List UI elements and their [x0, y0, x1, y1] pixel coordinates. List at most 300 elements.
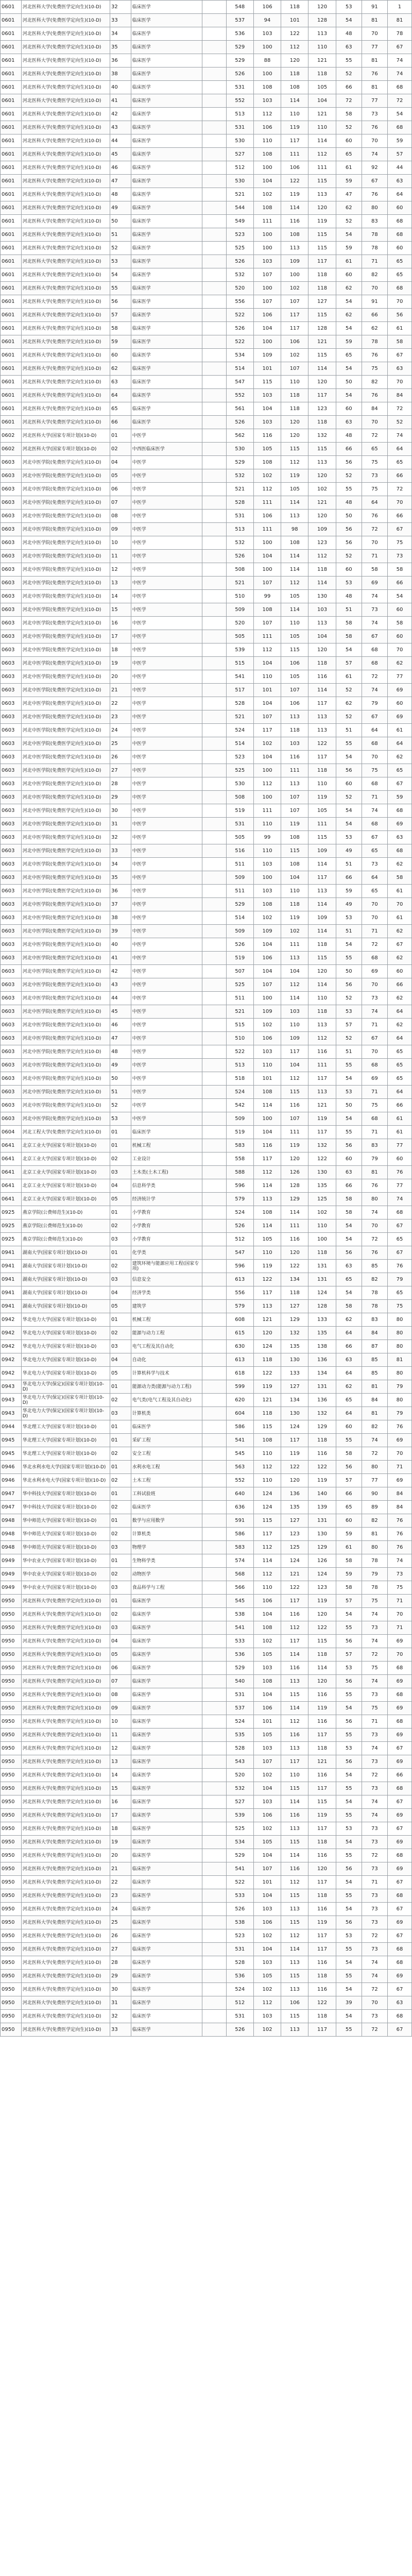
- table-row: [1, 1943, 412, 1956]
- subject3-score-cell: 68: [387, 1688, 411, 1702]
- math-score-cell: 111: [281, 1219, 308, 1233]
- major-code-cell: 06: [110, 483, 131, 496]
- subject3-score-cell: 67: [387, 2023, 411, 2037]
- subject3-score-cell: 59: [387, 791, 411, 804]
- math-score-cell: 111: [281, 938, 308, 952]
- major-code-cell: 02: [110, 1447, 131, 1461]
- institution-name-cell: 河北医科大学(免费医学定向生)(10-D): [21, 1702, 110, 1715]
- total-score-cell: 514: [226, 362, 253, 376]
- major-code-cell: 60: [110, 349, 131, 362]
- subject1-score-cell: 61: [336, 670, 362, 684]
- institution-code-cell: 0603: [1, 818, 22, 831]
- english-score-cell: 120: [308, 1608, 336, 1621]
- note-cell: [202, 1715, 226, 1728]
- institution-code-cell: 0950: [1, 1782, 22, 1795]
- subject2-score-cell: 85: [362, 1367, 387, 1380]
- subject1-score-cell: 66: [336, 1487, 362, 1501]
- english-score-cell: 115: [308, 443, 336, 456]
- table-row: [1, 335, 412, 349]
- institution-code-cell: 0601: [1, 335, 22, 349]
- note-cell: [202, 1219, 226, 1233]
- table-row: [1, 496, 412, 510]
- institution-code-cell: 0601: [1, 148, 22, 161]
- note-cell: [202, 295, 226, 309]
- note-cell: [202, 1822, 226, 1836]
- institution-name-cell: 河北医科大学(免费医学定向生)(10-D): [21, 175, 110, 188]
- major-code-cell: 32: [110, 831, 131, 844]
- chinese-score-cell: 101: [253, 1072, 281, 1086]
- institution-code-cell: 0603: [1, 1005, 22, 1019]
- total-score-cell: 522: [226, 1045, 253, 1059]
- institution-name-cell: 河北医科大学(国家专项计划)(10-D): [21, 429, 110, 443]
- note-cell: [202, 496, 226, 510]
- total-score-cell: 528: [226, 496, 253, 510]
- table-row: [1, 724, 412, 737]
- subject1-score-cell: 58: [336, 1300, 362, 1313]
- chinese-score-cell: 112: [253, 777, 281, 791]
- institution-name-cell: 河北医科大学(免费医学定向生)(10-D): [21, 1943, 110, 1956]
- total-score-cell: 568: [226, 1568, 253, 1581]
- note-cell: [202, 1782, 226, 1795]
- chinese-score-cell: 124: [253, 1501, 281, 1514]
- major-code-cell: 05: [110, 469, 131, 483]
- institution-name-cell: 燕京学院(公费师范生)(10-D): [21, 1219, 110, 1233]
- chinese-score-cell: 103: [253, 1903, 281, 1916]
- subject1-score-cell: 56: [336, 1139, 362, 1153]
- subject1-score-cell: 58: [336, 1447, 362, 1461]
- major-name-cell: 中医学: [131, 510, 202, 523]
- major-name-cell: 中医学: [131, 429, 202, 443]
- institution-name-cell: 华北电力大学(国家专项计划)(10-D): [21, 1313, 110, 1327]
- major-code-cell: 08: [110, 1688, 131, 1702]
- math-score-cell: 132: [281, 1327, 308, 1340]
- subject1-score-cell: 53: [336, 911, 362, 925]
- major-code-cell: 03: [110, 1166, 131, 1179]
- institution-code-cell: 0603: [1, 684, 22, 697]
- total-score-cell: 531: [226, 510, 253, 523]
- english-score-cell: 118: [308, 1970, 336, 1983]
- institution-name-cell: 河北医科大学(免费医学定向生)(10-D): [21, 362, 110, 376]
- table-row: [1, 885, 412, 898]
- math-score-cell: 119: [281, 469, 308, 483]
- table-row: [1, 898, 412, 911]
- institution-code-cell: 0641: [1, 1166, 22, 1179]
- note-cell: [202, 978, 226, 992]
- total-score-cell: 591: [226, 1514, 253, 1528]
- subject1-score-cell: 50: [336, 510, 362, 523]
- english-score-cell: 118: [308, 563, 336, 577]
- major-name-cell: 生物科学类: [131, 1554, 202, 1568]
- institution-code-cell: 0950: [1, 1929, 22, 1943]
- math-score-cell: 104: [281, 871, 308, 885]
- subject1-score-cell: 55: [336, 1621, 362, 1635]
- subject1-score-cell: 54: [336, 1956, 362, 1970]
- english-score-cell: 115: [308, 349, 336, 362]
- math-score-cell: 104: [281, 1059, 308, 1072]
- subject1-score-cell: 63: [336, 41, 362, 54]
- subject1-score-cell: 58: [336, 630, 362, 643]
- institution-code-cell: 0601: [1, 389, 22, 402]
- total-score-cell: 511: [226, 858, 253, 871]
- subject2-score-cell: 73: [362, 1889, 387, 1903]
- english-score-cell: 116: [308, 1715, 336, 1728]
- subject2-score-cell: 77: [362, 1474, 387, 1487]
- subject1-score-cell: 60: [336, 134, 362, 148]
- math-score-cell: 113: [281, 1822, 308, 1836]
- math-score-cell: 117: [281, 1755, 308, 1769]
- subject1-score-cell: 56: [336, 1246, 362, 1260]
- subject3-score-cell: 61: [387, 724, 411, 737]
- institution-code-cell: 0603: [1, 1072, 22, 1086]
- chinese-score-cell: 110: [253, 1474, 281, 1487]
- subject3-score-cell: 69: [387, 1755, 411, 1769]
- subject3-score-cell: 69: [387, 710, 411, 724]
- math-score-cell: 98: [281, 523, 308, 536]
- chinese-score-cell: 114: [253, 1554, 281, 1568]
- english-score-cell: 120: [308, 469, 336, 483]
- major-code-cell: 51: [110, 228, 131, 242]
- subject3-score-cell: 74: [387, 1554, 411, 1568]
- english-score-cell: 115: [308, 228, 336, 242]
- chinese-score-cell: 109: [253, 1005, 281, 1019]
- chinese-score-cell: 107: [253, 577, 281, 590]
- major-name-cell: 土木工程: [131, 1474, 202, 1487]
- math-score-cell: 102: [281, 925, 308, 938]
- subject2-score-cell: 74: [362, 1675, 387, 1688]
- institution-name-cell: 河北中医学院(免费医学定向生)(10-D): [21, 523, 110, 536]
- table-row: [1, 443, 412, 456]
- institution-name-cell: 华北电力大学(保定)(国家专项计划)(10-D): [21, 1394, 110, 1407]
- english-score-cell: 128: [308, 322, 336, 335]
- chinese-score-cell: 104: [253, 1889, 281, 1903]
- table-row: [1, 27, 412, 41]
- chinese-score-cell: 103: [253, 1742, 281, 1755]
- institution-name-cell: 河北中医学院(免费医学定向生)(10-D): [21, 777, 110, 791]
- major-code-cell: 01: [110, 1420, 131, 1434]
- note-cell: [202, 510, 226, 523]
- english-score-cell: 114: [308, 898, 336, 911]
- english-score-cell: 115: [308, 175, 336, 188]
- major-name-cell: 临床医学: [131, 255, 202, 268]
- subject1-score-cell: 56: [336, 764, 362, 777]
- major-code-cell: 11: [110, 550, 131, 563]
- table-row: [1, 1313, 412, 1327]
- institution-code-cell: 0641: [1, 1153, 22, 1166]
- major-name-cell: 临床医学: [131, 268, 202, 282]
- chinese-score-cell: 121: [253, 1313, 281, 1327]
- subject2-score-cell: 72: [362, 429, 387, 443]
- note-cell: [202, 1903, 226, 1916]
- english-score-cell: 118: [308, 1889, 336, 1903]
- subject1-score-cell: 55: [336, 1728, 362, 1742]
- table-row: [1, 134, 412, 148]
- institution-name-cell: 河北医科大学(免费医学定向生)(10-D): [21, 1983, 110, 1996]
- institution-name-cell: 河北中医学院(免费医学定向生)(10-D): [21, 710, 110, 724]
- math-score-cell: 115: [281, 1889, 308, 1903]
- subject3-score-cell: 66: [387, 510, 411, 523]
- subject1-score-cell: 57: [336, 1648, 362, 1662]
- subject2-score-cell: 78: [362, 228, 387, 242]
- major-name-cell: 临床医学: [131, 228, 202, 242]
- english-score-cell: 115: [308, 242, 336, 255]
- note-cell: [202, 938, 226, 952]
- total-score-cell: 541: [226, 670, 253, 684]
- subject2-score-cell: 85: [362, 1260, 387, 1273]
- institution-name-cell: 河北中医学院(免费医学定向生)(10-D): [21, 844, 110, 858]
- total-score-cell: 615: [226, 1327, 253, 1340]
- institution-code-cell: 0601: [1, 1, 22, 14]
- institution-code-cell: 0603: [1, 737, 22, 751]
- table-row: [1, 1219, 412, 1233]
- subject1-score-cell: 51: [336, 1045, 362, 1059]
- major-code-cell: 16: [110, 1795, 131, 1809]
- subject3-score-cell: 68: [387, 1849, 411, 1862]
- math-score-cell: 112: [281, 978, 308, 992]
- chinese-score-cell: 101: [253, 362, 281, 376]
- major-name-cell: 中医学: [131, 1086, 202, 1099]
- major-name-cell: 临床医学: [131, 1782, 202, 1795]
- institution-name-cell: 河北医科大学(免费医学定向生)(10-D): [21, 416, 110, 429]
- subject2-score-cell: 80: [362, 1461, 387, 1474]
- major-code-cell: 01: [110, 1595, 131, 1608]
- subject3-score-cell: 68: [387, 1889, 411, 1903]
- major-name-cell: 安全工程: [131, 1447, 202, 1461]
- english-score-cell: 121: [308, 1099, 336, 1112]
- subject3-score-cell: 65: [387, 456, 411, 469]
- major-code-cell: 24: [110, 1903, 131, 1916]
- subject1-score-cell: 54: [336, 1876, 362, 1889]
- major-name-cell: 中医学: [131, 684, 202, 697]
- total-score-cell: 562: [226, 429, 253, 443]
- table-row: [1, 1260, 412, 1273]
- subject1-score-cell: 55: [336, 483, 362, 496]
- subject2-score-cell: 72: [362, 2023, 387, 2037]
- table-row: [1, 1608, 412, 1621]
- subject1-score-cell: 65: [336, 349, 362, 362]
- note-cell: [202, 376, 226, 389]
- total-score-cell: 530: [226, 777, 253, 791]
- total-score-cell: 566: [226, 1581, 253, 1595]
- major-code-cell: 22: [110, 697, 131, 710]
- total-score-cell: 596: [226, 1179, 253, 1193]
- table-row: [1, 844, 412, 858]
- institution-name-cell: 华北电力大学(国家专项计划)(10-D): [21, 1367, 110, 1380]
- major-name-cell: 临床医学: [131, 81, 202, 94]
- table-row: [1, 911, 412, 925]
- subject3-score-cell: 54: [387, 108, 411, 121]
- major-name-cell: 土木类(土木工程): [131, 1166, 202, 1179]
- major-code-cell: 01: [110, 429, 131, 443]
- subject1-score-cell: 52: [336, 67, 362, 81]
- english-score-cell: 121: [308, 1755, 336, 1769]
- math-score-cell: 130: [281, 1407, 308, 1420]
- institution-code-cell: 0947: [1, 1487, 22, 1501]
- institution-name-cell: 华北电力大学(保定)(国家专项计划)(10-D): [21, 1407, 110, 1420]
- english-score-cell: 130: [308, 1166, 336, 1179]
- english-score-cell: 131: [308, 1514, 336, 1528]
- note-cell: [202, 898, 226, 911]
- chinese-score-cell: 103: [253, 1795, 281, 1809]
- institution-name-cell: 河北中医学院(免费医学定向生)(10-D): [21, 858, 110, 871]
- math-score-cell: 113: [281, 1903, 308, 1916]
- institution-name-cell: 河北医科大学(免费医学定向生)(10-D): [21, 322, 110, 335]
- total-score-cell: 513: [226, 523, 253, 536]
- subject3-score-cell: 74: [387, 67, 411, 81]
- major-code-cell: 55: [110, 282, 131, 295]
- subject3-score-cell: 69: [387, 1970, 411, 1983]
- subject2-score-cell: 91: [362, 295, 387, 309]
- subject2-score-cell: 74: [362, 1809, 387, 1822]
- table-row: [1, 858, 412, 871]
- english-score-cell: 120: [308, 510, 336, 523]
- institution-name-cell: 河北医科大学(免费医学定向生)(10-D): [21, 1595, 110, 1608]
- institution-code-cell: 0603: [1, 496, 22, 510]
- major-code-cell: 09: [110, 1702, 131, 1715]
- subject2-score-cell: 83: [362, 1139, 387, 1153]
- institution-name-cell: 河北医科大学(免费医学定向生)(10-D): [21, 242, 110, 255]
- total-score-cell: 530: [226, 443, 253, 456]
- math-score-cell: 120: [281, 1246, 308, 1260]
- total-score-cell: 586: [226, 1420, 253, 1434]
- major-code-cell: 08: [110, 510, 131, 523]
- major-code-cell: 46: [110, 1019, 131, 1032]
- major-name-cell: 中医学: [131, 630, 202, 643]
- subject3-score-cell: 66: [387, 469, 411, 483]
- table-row: [1, 1809, 412, 1822]
- major-name-cell: 临床医学: [131, 1635, 202, 1648]
- total-score-cell: 526: [226, 322, 253, 335]
- subject1-score-cell: 53: [336, 831, 362, 844]
- note-cell: [202, 443, 226, 456]
- subject2-score-cell: 75: [362, 483, 387, 496]
- institution-code-cell: 0603: [1, 965, 22, 978]
- institution-code-cell: 0603: [1, 590, 22, 603]
- table-row: [1, 175, 412, 188]
- note-cell: [202, 1501, 226, 1514]
- table-row: [1, 590, 412, 603]
- major-code-cell: 01: [110, 1461, 131, 1474]
- math-score-cell: 120: [281, 54, 308, 67]
- subject3-score-cell: 68: [387, 844, 411, 858]
- subject2-score-cell: 67: [362, 831, 387, 844]
- major-name-cell: 临床医学: [131, 215, 202, 228]
- major-code-cell: 02: [110, 1608, 131, 1621]
- subject3-score-cell: 67: [387, 1929, 411, 1943]
- subject2-score-cell: 73: [362, 1836, 387, 1849]
- chinese-score-cell: 114: [253, 1179, 281, 1193]
- subject2-score-cell: 71: [362, 550, 387, 563]
- institution-name-cell: 河北医科大学(免费医学定向生)(10-D): [21, 1822, 110, 1836]
- chinese-score-cell: 119: [253, 1260, 281, 1273]
- english-score-cell: 119: [308, 1112, 336, 1126]
- subject2-score-cell: 70: [362, 1996, 387, 2010]
- subject3-score-cell: 67: [387, 1903, 411, 1916]
- subject1-score-cell: 66: [336, 81, 362, 94]
- institution-code-cell: 0601: [1, 376, 22, 389]
- major-code-cell: 01: [110, 1434, 131, 1447]
- institution-code-cell: 0950: [1, 1688, 22, 1702]
- subject1-score-cell: 63: [336, 1353, 362, 1367]
- subject3-score-cell: 79: [387, 1273, 411, 1286]
- institution-name-cell: 河北中医学院(免费医学定向生)(10-D): [21, 697, 110, 710]
- chinese-score-cell: 118: [253, 1353, 281, 1367]
- subject3-score-cell: 76: [387, 1514, 411, 1528]
- math-score-cell: 114: [281, 1648, 308, 1662]
- institution-code-cell: 0925: [1, 1233, 22, 1246]
- table-row: [1, 818, 412, 831]
- subject3-score-cell: 75: [387, 1300, 411, 1313]
- total-score-cell: 520: [226, 617, 253, 630]
- math-score-cell: 115: [281, 844, 308, 858]
- subject1-score-cell: 54: [336, 1795, 362, 1809]
- total-score-cell: 520: [226, 1769, 253, 1782]
- subject3-score-cell: 81: [387, 14, 411, 27]
- math-score-cell: 120: [281, 429, 308, 443]
- subject1-score-cell: 56: [336, 1916, 362, 1929]
- note-cell: [202, 804, 226, 818]
- subject3-score-cell: 66: [387, 978, 411, 992]
- major-name-cell: 临床医学: [131, 1675, 202, 1688]
- table-row: [1, 54, 412, 67]
- subject3-score-cell: 68: [387, 1206, 411, 1219]
- math-score-cell: 108: [281, 858, 308, 871]
- total-score-cell: 526: [226, 938, 253, 952]
- chinese-score-cell: 104: [253, 1943, 281, 1956]
- institution-name-cell: 河北中医学院(免费医学定向生)(10-D): [21, 925, 110, 938]
- total-score-cell: 514: [226, 911, 253, 925]
- institution-name-cell: 华北电力大学(国家专项计划)(10-D): [21, 1340, 110, 1353]
- subject1-score-cell: 61: [336, 161, 362, 175]
- major-name-cell: 临床医学: [131, 67, 202, 81]
- subject2-score-cell: 83: [362, 1313, 387, 1327]
- math-score-cell: 106: [281, 161, 308, 175]
- chinese-score-cell: 103: [253, 885, 281, 898]
- chinese-score-cell: 102: [253, 2023, 281, 2037]
- major-name-cell: 电气类(电气工程及其自动化): [131, 1394, 202, 1407]
- note-cell: [202, 1461, 226, 1474]
- subject3-score-cell: 79: [387, 1380, 411, 1394]
- major-name-cell: 工科试验班: [131, 1487, 202, 1501]
- total-score-cell: 515: [226, 1019, 253, 1032]
- english-score-cell: 105: [308, 804, 336, 818]
- math-score-cell: 105: [281, 483, 308, 496]
- major-code-cell: 35: [110, 41, 131, 54]
- english-score-cell: 110: [308, 777, 336, 791]
- note-cell: [202, 1447, 226, 1461]
- chinese-score-cell: 106: [253, 1916, 281, 1929]
- note-cell: [202, 831, 226, 844]
- subject2-score-cell: 64: [362, 496, 387, 510]
- institution-name-cell: 华北电力大学(国家专项计划)(10-D): [21, 1353, 110, 1367]
- english-score-cell: 115: [308, 1635, 336, 1648]
- institution-code-cell: 0601: [1, 54, 22, 67]
- major-code-cell: 12: [110, 1742, 131, 1755]
- note-cell: [202, 1916, 226, 1929]
- total-score-cell: 526: [226, 1903, 253, 1916]
- math-score-cell: 117: [281, 134, 308, 148]
- math-score-cell: 106: [281, 697, 308, 710]
- table-row: [1, 148, 412, 161]
- math-score-cell: 124: [281, 1420, 308, 1434]
- major-code-cell: 17: [110, 630, 131, 643]
- subject3-score-cell: 70: [387, 643, 411, 657]
- major-code-cell: 26: [110, 751, 131, 764]
- total-score-cell: 525: [226, 1822, 253, 1836]
- table-row: [1, 1621, 412, 1635]
- chinese-score-cell: 102: [253, 1635, 281, 1648]
- table-row: [1, 1528, 412, 1541]
- major-code-cell: 01: [110, 1313, 131, 1327]
